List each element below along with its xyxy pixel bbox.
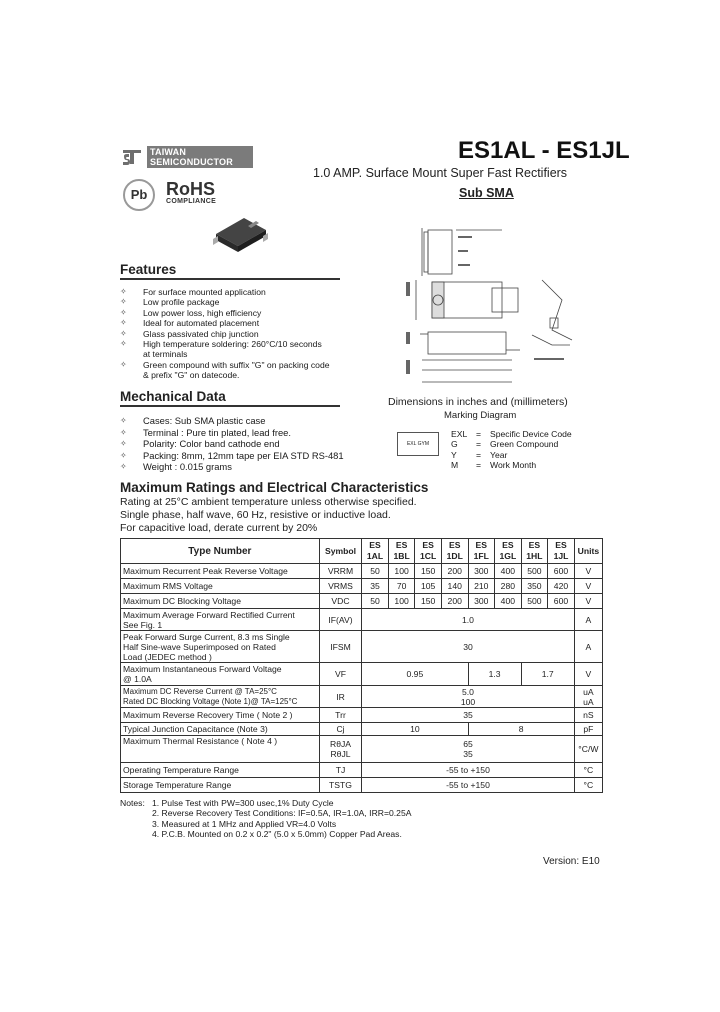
company-line-2: SEMICONDUCTOR [150, 157, 233, 167]
cell-value: 0.95 [362, 663, 468, 686]
legend-row [451, 460, 572, 470]
row-unit: pF [574, 723, 602, 736]
mechanical-item: ✧ Polarity: Color band cathode end [120, 438, 385, 450]
legend-row [451, 450, 572, 460]
row-symbol: VDC [319, 594, 362, 609]
ratings-title: Maximum Ratings and Electrical Characteristics [120, 480, 429, 495]
cell-value: 1.3 [468, 663, 521, 686]
cell-value: 10 [362, 723, 468, 736]
mechanical-item: ✧ Cases: Sub SMA plastic case [120, 415, 385, 427]
col-part-1HL: ES 1HL [521, 539, 548, 564]
row-unit: A [574, 609, 602, 631]
row-desc: Maximum Reverse Recovery Time ( Note 2 ) [121, 708, 320, 723]
mechanical-list [120, 415, 385, 473]
table-row [121, 609, 603, 631]
row-symbol: TJ [319, 763, 362, 778]
cell-value: 350 [521, 579, 548, 594]
row-desc: Maximum Recurrent Peak Reverse Voltage [121, 564, 320, 579]
package-name: Sub SMA [459, 186, 514, 200]
feature-item: ✧ Low profile package [120, 297, 330, 307]
table-row [121, 579, 603, 594]
condition-line: For capacitive load, derate current by 20% [120, 522, 318, 534]
table-row [121, 708, 603, 723]
feature-item: ✧ Low power loss, high efficiency [120, 308, 330, 318]
cell-value: 1.7 [521, 663, 574, 686]
row-desc: Storage Temperature Range [121, 778, 320, 793]
table-row [121, 723, 603, 736]
cell-value: 280 [495, 579, 522, 594]
cell-value: 35 [362, 579, 389, 594]
cell-value: 600 [548, 594, 575, 609]
row-symbol: RθJA RθJL [319, 736, 362, 763]
cell-value: 50 [362, 594, 389, 609]
row-desc: Operating Temperature Range [121, 763, 320, 778]
feature-item: ✧ High temperature soldering: 260°C/10 seconds at terminals [120, 339, 330, 360]
cell-value: 150 [415, 594, 442, 609]
row-unit: V [574, 594, 602, 609]
row-desc: Peak Forward Surge Current, 8.3 ms Single Half Sine-wave Superimposed on Rated Load (JEDEC method ) [121, 631, 320, 663]
cell-value: 200 [441, 594, 468, 609]
col-units: Units [574, 539, 602, 564]
legend-row [451, 439, 572, 449]
cell-value: 140 [441, 579, 468, 594]
cell-value: 1.0 [362, 609, 575, 631]
company-line-1: TAIWAN [150, 147, 187, 157]
cell-value: 150 [415, 564, 442, 579]
rohs-compliance: COMPLIANCE [166, 198, 217, 205]
mechanical-rule [120, 405, 340, 407]
condition-line: Rating at 25°C ambient temperature unless otherwise specified. [120, 496, 417, 508]
row-unit: V [574, 564, 602, 579]
cell-value: 5.0 100 [362, 686, 575, 708]
table-row [121, 663, 603, 686]
cell-value: 300 [468, 594, 495, 609]
cell-value: 30 [362, 631, 575, 663]
row-unit: °C/W [574, 736, 602, 763]
mechanical-item: ✧ Packing: 8mm, 12mm tape per EIA STD RS-481 [120, 450, 385, 462]
cell-value: 8 [468, 723, 574, 736]
marking-box-text: EXL GYM [406, 441, 430, 447]
legend-key: G [451, 439, 458, 450]
marking-box [397, 432, 439, 456]
row-desc: Maximum RMS Voltage [121, 579, 320, 594]
legend-desc: Year [490, 449, 508, 460]
pb-free-badge [123, 179, 155, 211]
ts-logo-icon [121, 147, 143, 167]
row-unit: V [574, 663, 602, 686]
table-row [121, 631, 603, 663]
col-part-1BL: ES 1BL [388, 539, 415, 564]
condition-line: Single phase, half wave, 60 Hz, resistive or inductive load. [120, 509, 391, 521]
row-desc: Maximum Instantaneous Forward Voltage @ 1.0A [121, 663, 320, 686]
cell-value: 65 35 [362, 736, 575, 763]
cell-value: 100 [388, 594, 415, 609]
version-label: Version: E10 [543, 856, 600, 867]
row-desc: Maximum Thermal Resistance ( Note 4 ) [121, 736, 320, 763]
cell-value: 500 [521, 594, 548, 609]
feature-item: ✧ For surface mounted application [120, 287, 330, 297]
col-type-number: Type Number [121, 539, 320, 564]
row-unit: V [574, 579, 602, 594]
legend-key: M [451, 460, 459, 471]
product-subtitle: 1.0 AMP. Surface Mount Super Fast Rectifiers [313, 166, 568, 180]
notes-list [152, 798, 482, 840]
package-photo [210, 206, 270, 256]
legend-eq: = [476, 449, 482, 460]
row-symbol: TSTG [319, 778, 362, 793]
company-logo-text [147, 146, 253, 168]
features-rule [120, 278, 340, 280]
col-part-1GL: ES 1GL [495, 539, 522, 564]
marking-legend [451, 429, 572, 471]
cell-value: 400 [495, 564, 522, 579]
notes-label: Notes: [120, 798, 145, 808]
cell-value: 35 [362, 708, 575, 723]
cell-value: -55 to +150 [362, 778, 575, 793]
row-unit: nS [574, 708, 602, 723]
feature-item: ✧ Green compound with suffix "G" on packing code & prefix "G" on datecode. [120, 360, 330, 381]
legend-eq: = [476, 429, 482, 439]
legend-desc: Work Month [490, 460, 537, 471]
col-part-1FL: ES 1FL [468, 539, 495, 564]
table-row [121, 594, 603, 609]
cell-value: 210 [468, 579, 495, 594]
row-unit: °C [574, 763, 602, 778]
note-item: 1. Pulse Test with PW=300 usec,1% Duty Cycle [152, 798, 334, 808]
note-item: 4. P.C.B. Mounted on 0.2 x 0.2" (5.0 x 5.0mm) Copper Pad Areas. [152, 829, 402, 840]
row-desc: Maximum DC Blocking Voltage [121, 594, 320, 609]
col-symbol: Symbol [319, 539, 362, 564]
row-symbol: VRRM [319, 564, 362, 579]
row-desc: Typical Junction Capacitance (Note 3) [121, 723, 320, 736]
row-symbol: VRMS [319, 579, 362, 594]
mechanical-item: ✧ Terminal : Pure tin plated, lead free. [120, 427, 385, 439]
row-desc: Maximum Average Forward Rectified Current See Fig. 1 [121, 609, 320, 631]
row-symbol: IFSM [319, 631, 362, 663]
pb-label: Pb [130, 187, 148, 202]
legend-key: EXL [451, 429, 468, 439]
row-symbol: VF [319, 663, 362, 686]
legend-desc: Green Compound [490, 439, 559, 450]
note-item: 2. Reverse Recovery Test Conditions: IF=0.5A, IR=1.0A, IRR=0.25A [152, 808, 412, 819]
rohs-label: RoHS [166, 179, 215, 199]
legend-desc: Specific Device Code [490, 429, 572, 439]
col-part-1DL: ES 1DL [441, 539, 468, 564]
table-row [121, 763, 603, 778]
mechanical-item: ✧ Weight : 0.015 grams [120, 461, 385, 473]
row-symbol: IF(AV) [319, 609, 362, 631]
feature-item: ✧ Glass passivated chip junction [120, 329, 330, 339]
cell-value: 500 [521, 564, 548, 579]
marking-diagram-title: Marking Diagram [444, 410, 517, 421]
legend-row [451, 429, 572, 439]
ratings-conditions [120, 496, 417, 535]
feature-item: ✧ Ideal for automated placement [120, 318, 330, 328]
table-row [121, 564, 603, 579]
features-list [120, 287, 330, 381]
cell-value: 70 [388, 579, 415, 594]
part-number-title: ES1AL - ES1JL [458, 137, 630, 164]
row-desc: Maximum DC Reverse Current @ TA=25°C Rated DC Blocking Voltage (Note 1)@ TA=125°C [121, 686, 320, 708]
row-symbol: Trr [319, 708, 362, 723]
table-row [121, 686, 603, 708]
col-part-1AL: ES 1AL [362, 539, 389, 564]
cell-value: 200 [441, 564, 468, 579]
dimension-drawing [402, 220, 582, 392]
col-part-1CL: ES 1CL [415, 539, 442, 564]
legend-key: Y [451, 449, 457, 460]
cell-value: 300 [468, 564, 495, 579]
cell-value: 600 [548, 564, 575, 579]
cell-value: 400 [495, 594, 522, 609]
cell-value: 100 [388, 564, 415, 579]
legend-eq: = [476, 439, 482, 450]
table-header-row [121, 539, 603, 564]
row-symbol: IR [319, 686, 362, 708]
note-item: 3. Measured at 1 MHz and Applied VR=4.0 Volts [152, 818, 337, 829]
mechanical-title: Mechanical Data [120, 389, 226, 404]
cell-value: 50 [362, 564, 389, 579]
row-unit: °C [574, 778, 602, 793]
legend-eq: = [476, 460, 482, 471]
table-row [121, 778, 603, 793]
features-title: Features [120, 262, 177, 277]
cell-value: -55 to +150 [362, 763, 575, 778]
cell-value: 420 [548, 579, 575, 594]
col-part-1JL: ES 1JL [548, 539, 575, 564]
cell-value: 105 [415, 579, 442, 594]
row-symbol: Cj [319, 723, 362, 736]
row-unit: A [574, 631, 602, 663]
dimensions-caption: Dimensions in inches and (millimeters) [388, 396, 568, 408]
ratings-table [120, 538, 603, 793]
table-row [121, 736, 603, 763]
row-unit: uA uA [574, 686, 602, 708]
